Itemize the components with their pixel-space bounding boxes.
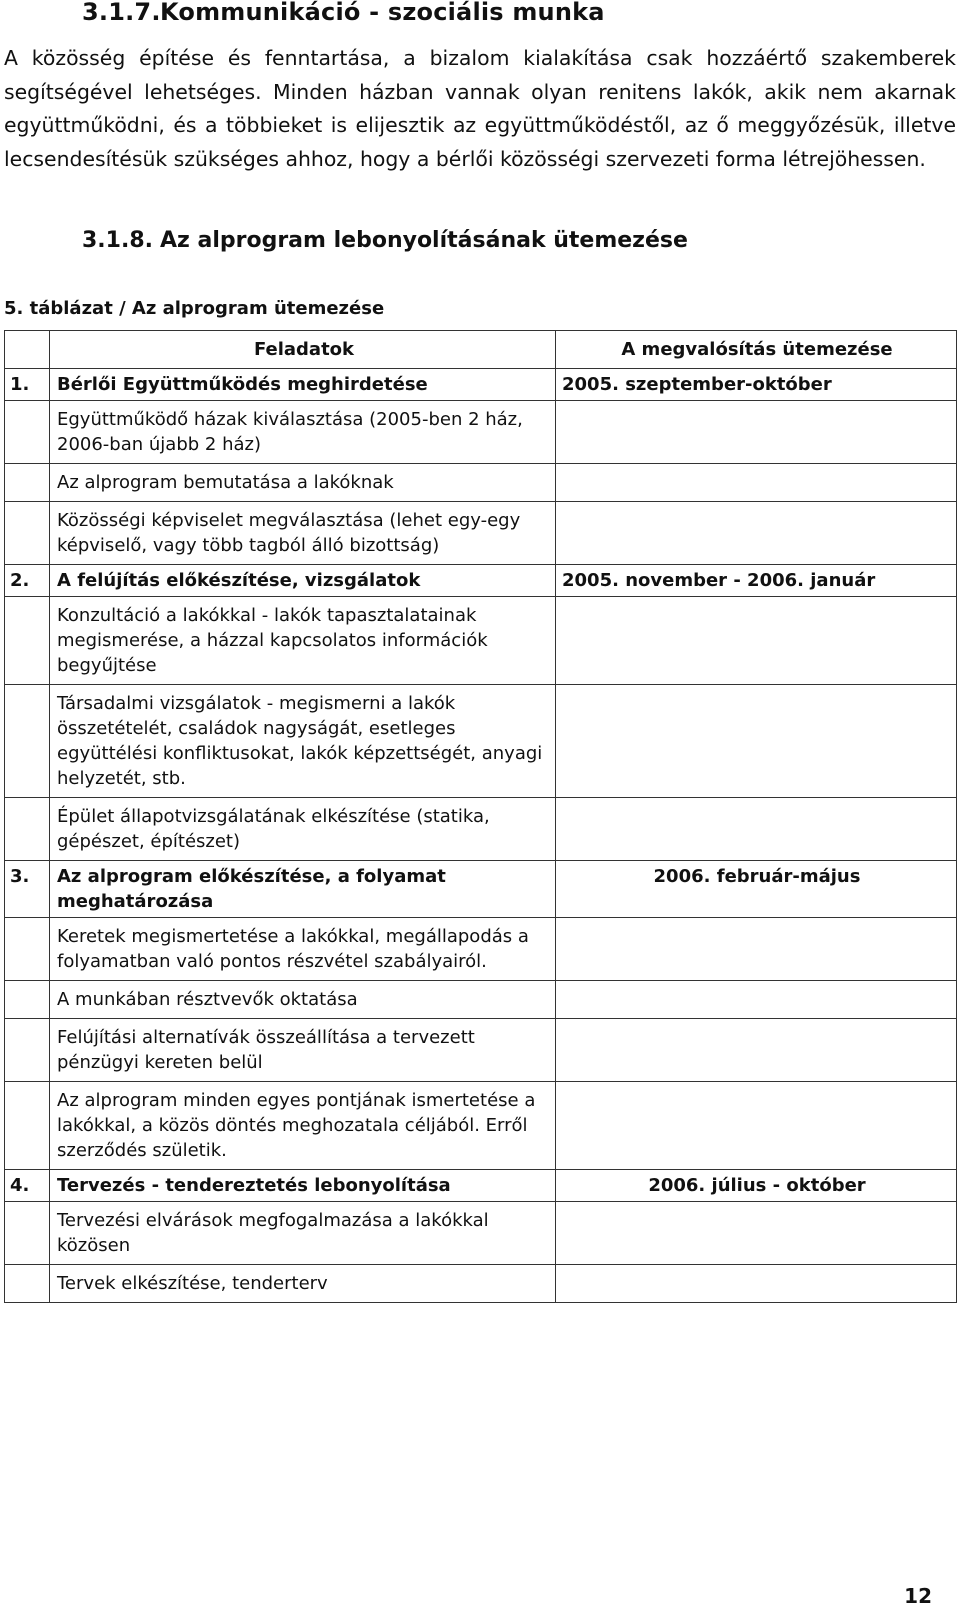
task-row	[5, 798, 957, 861]
task-cell: Együttműködő házak kiválasztása (2005-ben 2 ház, 2006-ban újabb 2 ház)	[50, 401, 556, 464]
header-schedule-cell: A megvalósítás ütemezése	[556, 331, 957, 369]
section-number: 3.1.8.	[82, 228, 153, 253]
phase-number: 3.	[5, 861, 50, 918]
task-row	[5, 597, 957, 685]
task-row	[5, 1202, 957, 1265]
phase-title: Az alprogram előkészítése, a folyamat meghatározása	[50, 861, 556, 918]
section-number: 3.1.7.	[82, 0, 161, 26]
task-cell: Tervek elkészítése, tenderterv	[50, 1265, 556, 1303]
section-title: Kommunikáció - szociális munka	[160, 0, 605, 26]
phase-number: 4.	[5, 1170, 50, 1202]
task-row	[5, 918, 957, 981]
phase-title: Bérlői Együttműködés meghirdetése	[50, 369, 556, 401]
section-title: Az alprogram lebonyolításának ütemezése	[160, 228, 688, 253]
task-cell: Közösségi képviselet megválasztása (lehet egy-egy képviselő, vagy több tagból álló bizottság)	[50, 502, 556, 565]
task-row	[5, 401, 957, 464]
task-row	[5, 1082, 957, 1170]
body-paragraph: A közösség építése és fenntartása, a bizalom kialakítása csak hozzáértő szakemberek segítségével lehetséges. Minden házban vannak olyan renitens lakók, akik nem akarnak együttműködni, és a többieket is elijesztik az együttműködéstől, az ő meggyőzésük, illetve lecsendesítésük szükséges ahhoz, hogy a bérlői közösségi szervezeti forma létrejöhessen.	[4, 46, 956, 171]
task-cell: Keretek megismertetése a lakókkal, megállapodás a folyamatban való pontos részvétel szabályairól.	[50, 918, 556, 981]
phase-title: Tervezés - tendereztetés lebonyolítása	[50, 1170, 556, 1202]
task-row	[5, 502, 957, 565]
phase-schedule: 2005. november - 2006. január	[556, 565, 957, 597]
phase-schedule: 2006. február-május	[556, 861, 957, 918]
phase-row	[5, 565, 957, 597]
task-cell: Az alprogram bemutatása a lakóknak	[50, 464, 556, 502]
task-cell: Társadalmi vizsgálatok - megismerni a lakók összetételét, családok nagyságát, esetleges együttélési konfliktusokat, lakók képzettségét, anyagi helyzetét, stb.	[50, 685, 556, 798]
section-heading-3-1-7	[82, 0, 605, 26]
phase-title: A felújítás előkészítése, vizsgálatok	[50, 565, 556, 597]
task-cell: Felújítási alternatívák összeállítása a tervezett pénzügyi kereten belül	[50, 1019, 556, 1082]
task-row	[5, 464, 957, 502]
phase-row	[5, 861, 957, 918]
table-header-row	[5, 331, 957, 369]
table-caption: 5. táblázat / Az alprogram ütemezése	[4, 298, 385, 319]
page-number: 12	[904, 1584, 932, 1608]
task-row	[5, 981, 957, 1019]
task-cell: Épület állapotvizsgálatának elkészítése (statika, gépészet, építészet)	[50, 798, 556, 861]
task-row	[5, 685, 957, 798]
phase-schedule: 2005. szeptember-október	[556, 369, 957, 401]
header-tasks-cell: Feladatok	[50, 331, 556, 369]
schedule-table	[4, 330, 957, 1303]
task-row	[5, 1019, 957, 1082]
header-number-cell	[5, 331, 50, 369]
task-row	[5, 1265, 957, 1303]
phase-row	[5, 1170, 957, 1202]
task-cell: A munkában résztvevők oktatása	[50, 981, 556, 1019]
phase-number: 1.	[5, 369, 50, 401]
task-cell: Konzultáció a lakókkal - lakók tapasztalatainak megismerése, a házzal kapcsolatos információk begyűjtése	[50, 597, 556, 685]
phase-schedule: 2006. július - október	[556, 1170, 957, 1202]
phase-row	[5, 369, 957, 401]
task-cell: Tervezési elvárások megfogalmazása a lakókkal közösen	[50, 1202, 556, 1265]
phase-number: 2.	[5, 565, 50, 597]
task-cell: Az alprogram minden egyes pontjának ismertetése a lakókkal, a közös döntés meghozatala céljából. Erről szerződés születik.	[50, 1082, 556, 1170]
section-heading-3-1-8	[82, 228, 688, 253]
